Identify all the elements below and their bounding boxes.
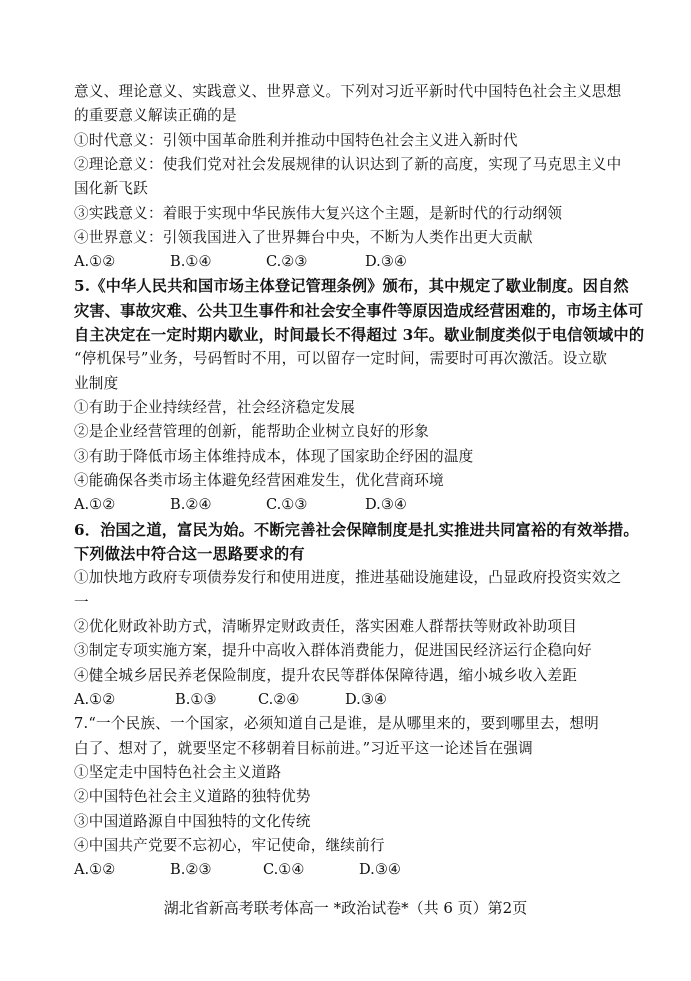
q4-item-2: ②理论意义：使我们党对社会发展规律的认识达到了新的高度，实现了马克思主义中 <box>74 156 622 173</box>
q7-stem-line-2: 白了、想对了，就要坚定不移朝着目标前进。”习近平这一论述旨在强调 <box>74 740 533 757</box>
q5-item-1: ①有助于企业持续经营，社会经济稳定发展 <box>74 399 356 416</box>
q7-option-d: D.③④ <box>359 861 401 878</box>
q6-item-1-cont: 一 <box>74 594 89 611</box>
q6-stem-line-2: 下列做法中符合这一思路要求的有 <box>74 545 305 563</box>
q5-item-4: ④能确保各类市场主体避免经营困难发生，优化营商环境 <box>74 472 444 489</box>
q5-stem-line-3: 自主决定在一定时期内歇业，时间最长不得超过 3年。歇业制度类似于电信领域中的 <box>74 326 645 344</box>
q6-stem-line-1: 6．治国之道，富民为始。不断完善社会保障制度是扎实推进共同富裕的有效举措。 <box>74 521 639 539</box>
q4-item-2-cont: 国化新飞跃 <box>74 180 148 197</box>
q6-item-1: ①加快地方政府专项债券发行和使用进度，推进基础设施建设，凸显政府投资实效之 <box>74 569 622 586</box>
q7-stem-line-1: 7.“一个民族、一个国家，必须知道自己是谁，是从哪里来的，要到哪里去，想明 <box>74 715 599 732</box>
q6-item-4: ④健全城乡居民养老保险制度，提升农民等群体保障待遇，缩小城乡收入差距 <box>74 667 577 684</box>
q5-option-d: D.③④ <box>365 496 407 513</box>
q5-item-3: ③有助于降低市场主体维持成本，体现了国家助企纾困的温度 <box>74 448 474 465</box>
q5-stem-line-5: 业制度 <box>74 375 119 392</box>
q7-option-b: B.②③ <box>170 861 212 878</box>
q4-item-4: ④世界意义：引领我国进入了世界舞台中央，不断为人类作出更大贡献 <box>74 229 533 246</box>
q5-option-b: B.②④ <box>170 496 212 513</box>
q4-option-d: D.③④ <box>365 253 407 270</box>
q7-item-3: ③中国道路源自中国独特的文化传统 <box>74 813 311 830</box>
q6-option-c: C.②④ <box>258 691 300 708</box>
q7-item-2: ②中国特色社会主义道路的独特优势 <box>74 788 311 805</box>
page-footer: 湖北省新高考联考体高一 *政治试卷*（共 6 页）第2页 <box>163 899 528 917</box>
q4-item-3: ③实践意义：着眼于实现中华民族伟大复兴这个主题，是新时代的行动纲领 <box>74 205 563 222</box>
q4-option-b: B.①④ <box>170 253 212 270</box>
q4-stem-line-2: 的重要意义解读正确的是 <box>74 107 237 124</box>
q4-stem-line-1: 意义、理论意义、实践意义、世界意义。下列对习近平新时代中国特色社会主义思想 <box>74 83 622 100</box>
q6-item-3: ③制定专项实施方案，提升中高收入群体消费能力，促进国民经济运行企稳向好 <box>74 642 592 659</box>
q4-option-a: A.①② <box>74 253 116 270</box>
q4-option-c: C.②③ <box>266 253 308 270</box>
q5-stem-line-2: 灾害、事故灾难、公共卫生事件和社会安全事件等原因造成经营困难的，市场主体可 <box>74 302 644 320</box>
q5-option-a: A.①② <box>74 496 116 513</box>
q7-option-a: A.①② <box>74 861 116 878</box>
q6-option-a: A.①② <box>74 691 116 708</box>
q7-item-1: ①坚定走中国特色社会主义道路 <box>74 764 282 781</box>
q6-item-2: ②优化财政补助方式，清晰界定财政责任，落实困难人群帮扶等财政补助项目 <box>74 618 577 635</box>
q6-option-b: B.①③ <box>175 691 217 708</box>
q7-item-4: ④中国共产党要不忘初心，牢记使命，继续前行 <box>74 837 385 854</box>
q5-stem-line-1: 5.《中华人民共和国市场主体登记管理条例》颁布，其中规定了歇业制度。因自然 <box>74 277 629 295</box>
q5-stem-line-4: “停机保号”业务，号码暂时不用，可以留存一定时间，需要时可再次激活。设立歇 <box>74 350 608 367</box>
q5-item-2: ②是企业经营管理的创新，能帮助企业树立良好的形象 <box>74 423 430 440</box>
q4-item-1: ①时代意义：引领中国革命胜利并推动中国特色社会主义进入新时代 <box>74 132 518 149</box>
q5-option-c: C.①③ <box>266 496 308 513</box>
q7-option-c: C.①④ <box>263 861 305 878</box>
q6-option-d: D.③④ <box>345 691 387 708</box>
